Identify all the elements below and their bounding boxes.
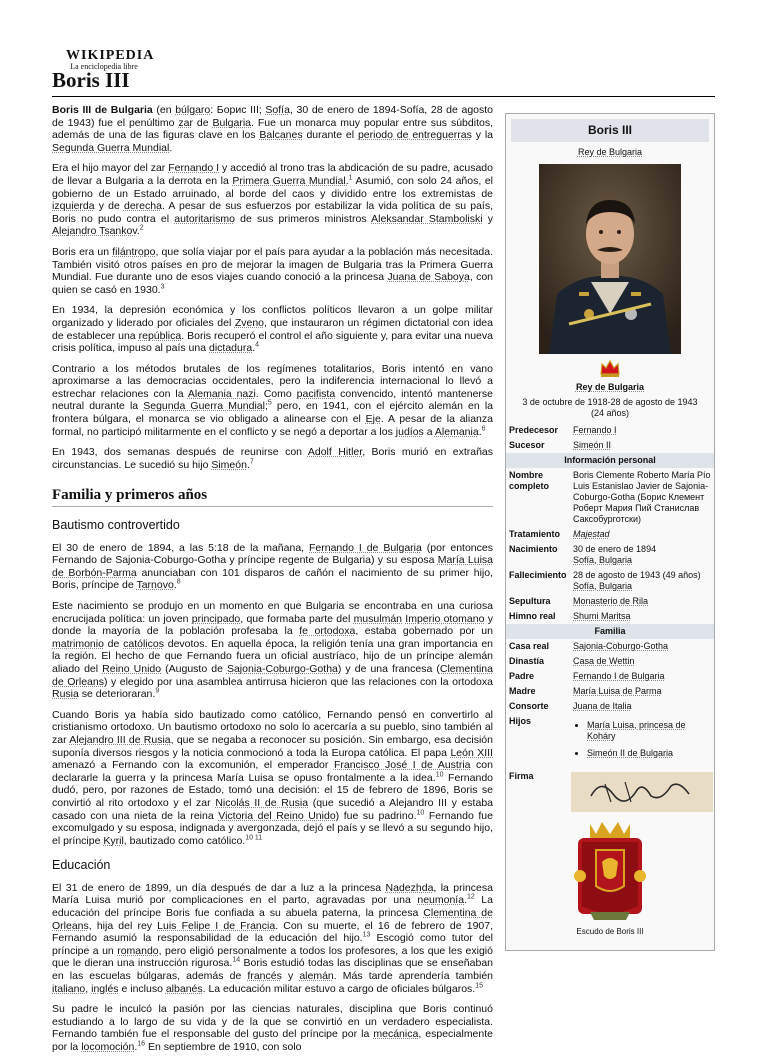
ref-2[interactable]: 2: [139, 224, 144, 232]
row-sucesor: Sucesor Simeón II: [509, 440, 612, 450]
link-sucesor[interactable]: Simeón II: [573, 440, 612, 450]
link-zveno[interactable]: Zveno: [234, 316, 265, 329]
intro-paragraph-2: Era el hijo mayor del zar Fernando I y accedió al trono tras la abdicación de su padre, acusado de llevar a Bulgaria a la derrota en la Primera Guerra Mundial.$^1$ Asumió, con solo 24 años, el gobierno de un Estado arruinado, al borde del caos y dividido entre los extremistas de izquierda y de derecha. A pesar de sus esfuerzos por estabilizar la vida política de su país, Boris no pudo contra el autoritarismo de sus primeros ministros Aleksandar Stamboliski y Alejandro Tsankov.$^2$: [52, 162, 494, 238]
link-maria-luisa[interactable]: María Luisa de Borbón-Parma: [52, 554, 494, 579]
link-consorte[interactable]: Juana de Italia: [573, 701, 632, 711]
link-sajonia[interactable]: Sajonia-Coburgo-Gotha: [226, 662, 338, 675]
link-alejandro-iii[interactable]: Alejandro III de Rusia: [69, 733, 171, 746]
link-rey-de-bulgaria[interactable]: Rey de Bulgaria: [575, 382, 645, 392]
link-fernando-i[interactable]: Fernando I: [168, 162, 220, 175]
band-familia: Familia: [506, 624, 714, 639]
link-sofia[interactable]: Sofía: [265, 104, 290, 116]
ref-16[interactable]: 16: [137, 1040, 146, 1048]
link-clementina-2[interactable]: Clementina de Orleans: [52, 907, 493, 932]
portrait-image[interactable]: [539, 164, 681, 354]
link-alemania[interactable]: Alemania: [434, 425, 479, 438]
page-title: Boris III: [52, 68, 130, 92]
link-albanes[interactable]: albanés: [165, 982, 203, 995]
link-simeon[interactable]: Simeón: [211, 458, 247, 471]
link-leon-xiii[interactable]: León XIII: [450, 746, 493, 759]
row-nombre: Nombre completo Boris Clemente Roberto María Pío Luis Estanislao Javier de Sajonia-Coburgo-Gotha (Борис Клемент Роберт Мария Пий Станислав Саксобурготски): [509, 470, 711, 524]
ref-4[interactable]: 4: [255, 341, 260, 349]
link-hitler[interactable]: Adolf Hitler: [307, 446, 363, 459]
link-juana-de-saboya[interactable]: Juana de Saboya: [387, 271, 470, 284]
row-hijos: Hijos • María Luisa, princesa de Koháry • Simeón II de Bulgaria: [506, 714, 714, 767]
educacion-paragraph-2: Su padre le inculcó la pasión por las ciencias naturales, disciplina que Boris continuó estudiando a lo largo de su vida y de la que se convirtió en un verdadero especialista. Fernando también fue el responsable del gusto del príncipe por la mecánica, especialmente por la locomoción.$^{16}$ En septiembre de 1910, con solo: [52, 1003, 493, 1053]
ref-3[interactable]: 3: [160, 283, 165, 291]
educacion-paragraph-1: El 31 de enero de 1899, un día después de dar a luz a la princesa Nadezhda, la princesa María Luisa murió por complicaciones en el parto, agravadas por una neumonía.$^{12}$ La educación del príncipe Boris fue confiada a su abuela paterna, la princesa Clementina de Orleans, hija del rey Luis Felipe I de Francia. Con su muerte, el 16 de febrero de 1907, Fernando asumió la responsabilidad de la educación del hijo.$^{13}$ Escogió como tutor del príncipe a un romando, pero eligió personalmente a todos los profesores, a los que les exigió que le dieran una instrucción rigurosa.$^{14}$ Boris estudió todas las disciplinas que se enseñaban en las escuelas búlgaras, además de francés y alemán. Más tarde aprendería también italiano, inglés e incluso albanés. La educación militar estuvo a cargo de oficiales búlgaros.$^{15}$: [52, 881, 494, 995]
intro-paragraph-1: Boris III de Bulgaria (en búlgaro: Борис III; Sofía, 30 de enero de 1894-Sofía, 28 de agosto de 1943) fue el penúltimo zar de Bulgaria. Fue un monarca muy popular entre sus súbditos, además de una de las figuras clave en los Balcanes durante el periodo de entreguerras y la Segunda Guerra Mundial.: [52, 104, 494, 154]
ref-12[interactable]: 12: [466, 893, 475, 901]
link-kyril[interactable]: Kyril: [103, 834, 124, 847]
link-rusia[interactable]: Rusia: [52, 688, 79, 701]
infobox-role: [506, 382, 714, 393]
link-madre[interactable]: María Luisa de Parma: [573, 686, 662, 696]
ref-7[interactable]: 7: [249, 458, 254, 466]
ref-10-11[interactable]: 10 11: [245, 834, 263, 842]
band-personal: Información personal: [506, 453, 714, 468]
infobox-caption: [506, 147, 714, 158]
infobox-table: [506, 423, 714, 767]
infobox: [505, 113, 715, 951]
link-segunda-guerra[interactable]: Segunda Guerra Mundial: [52, 141, 170, 154]
link-dictadura[interactable]: dictadura: [209, 342, 253, 355]
familia-paragraph-1: El 30 de enero de 1894, a las 5:18 de la mañana, Fernando I de Bulgaria (por entonces Fernando de Sajonia-Coburgo-Gotha y príncipe regente de Bulgaria) y su esposa María Luisa de Borbón-Parma anunciaban con 101 disparos de cañón el nacimiento de su primer hijo, Boris, príncipe de Tarnovo.$^8$: [52, 541, 494, 592]
row-casa: Casa real Sajonia-Coburgo-Gotha: [509, 641, 669, 651]
intro-paragraph-3: Boris era un filántropo, que solía viajar por el país para ayudar a la población más necesitada. También visitó otros países en pro de mejorar la imagen de Bulgaria tras la Primera Guerra Mundial. Fue durante uno de esos viajes cuando conoció a la princesa Juana de Saboya, con quien se casó en 1930.$^3$: [52, 245, 494, 296]
link-neumonia[interactable]: neumonía: [417, 894, 465, 907]
link-rey-caption[interactable]: Rey de Bulgaria: [577, 147, 643, 157]
link-casa-real[interactable]: Sajonia-Coburgo-Gotha: [573, 641, 669, 651]
link-judios[interactable]: judíos: [395, 425, 424, 438]
link-mecanica[interactable]: mecánica: [373, 1028, 419, 1041]
link-catolicos[interactable]: católicos: [123, 637, 164, 650]
link-fernando-i-bulgaria[interactable]: Fernando I de Bulgaria: [309, 541, 422, 554]
row-predecesor: Predecesor Fernando I: [509, 425, 617, 435]
ref-9[interactable]: 9: [155, 687, 160, 695]
link-bulgaro[interactable]: búlgaro: [175, 104, 211, 116]
link-himno[interactable]: Shumi Maritsa: [573, 611, 631, 621]
link-luis-felipe[interactable]: Luis Felipe I de Francia: [157, 919, 276, 932]
ref-14[interactable]: 14: [232, 956, 241, 964]
link-eje[interactable]: Eje: [365, 413, 381, 426]
link-entreguerras[interactable]: periodo de entreguerras: [357, 129, 472, 142]
link-stamboliski[interactable]: Aleksandar Stamboliski: [371, 212, 483, 225]
familia-paragraph-2: Este nacimiento se produjo en un momento en que Bulgaria se encontraba en una curiosa encrucijada política: un joven principado, que formaba parte del musulmán Imperio otomano y donde la mayoría de la población profesaba la fe ortodoxa, estaba gobernado por un matrimonio de católicos devotos. En aquella época, la religión tenía una gran importancia en la región. El hecho de que Fernando fuera un oficial austríaco, hijo de un príncipe alemán aliado del Reino Unido (Augusto de Sajonia-Coburgo-Gotha) y de una francesa (Clementina de Orleans) y elegido por una asamblea antirrusa hicieron que las relaciones con la ortodoxa Rusia se deterioraran.$^9$: [52, 600, 494, 701]
link-matrimonio[interactable]: matrimonio: [52, 637, 104, 650]
link-segunda-guerra-2[interactable]: Segunda Guerra Mundial: [143, 400, 265, 413]
link-nicolas-ii[interactable]: Nicolás II de Rusia: [215, 796, 309, 809]
infobox-reign: 3 de octubre de 1918-28 de agosto de 1943 (24 años): [522, 397, 698, 418]
link-frances[interactable]: francés: [247, 970, 282, 983]
signature-block: [506, 767, 714, 816]
title-divider: [52, 96, 715, 97]
link-francisco-jose[interactable]: Francisco José I de Austria: [333, 759, 471, 772]
link-tsankov[interactable]: Alejandro Tsankov: [52, 225, 137, 238]
link-hijo-2[interactable]: Simeón II de Bulgaria: [587, 748, 674, 758]
subsection-heading-educacion: Educación: [52, 858, 111, 873]
row-padre: Padre Fernando I de Bulgaria: [509, 671, 665, 681]
link-autoritarismo[interactable]: autoritarismo: [174, 212, 235, 225]
ref-1[interactable]: 1: [348, 174, 353, 182]
link-izquierda[interactable]: izquierda: [52, 200, 95, 213]
link-italiano[interactable]: italiano: [52, 982, 86, 995]
children-list: [573, 720, 711, 759]
infobox-title: Boris III: [511, 119, 709, 142]
familia-paragraph-3: Cuando Boris ya había sido bautizado como católico, Fernando pensó en convertirlo al cristianismo ortodoxo. Un bautismo ortodoxo no solo lo acercaría a su pueblo, sino también al zar Alejandro III de Rusia, que se negaba a reconocer su posición. Sin embargo, esa decisión suponía diversos riesgos y la noticia conmocionó a toda la Europa católica. El papa León XIII amenazó a Fernando con la excomunión, el emperador Francisco José I de Austria con declararle la guerra y la princesa María Luisa se opuso frontalmente a la idea.$^{10}$ Fernando dudó, pero, por razones de Estado, tomó una decisión: el 15 de febrero de 1896, Boris se convirtió al rito ortodoxo y el zar Nicolás II de Rusia (que sucedió a Alejandro III y estaba casado con una nieta de la reina Victoria del Reino Unido) fue su padrino.$^{10}$ Fernando fue excomulgado y su esposa, indignada y avergonzada, dejó el país y se llevó a su segundo hijo, el príncipe Kyril, bautizado como católico.$^{10 11}$: [52, 708, 493, 847]
ref-10[interactable]: 10: [435, 771, 444, 779]
link-hijo-1[interactable]: María Luisa, princesa de Koháry: [587, 720, 686, 741]
row-dinastia: Dinastía Casa de Wettin: [509, 656, 635, 666]
logo-tagline: La enciclopedia libre: [70, 62, 138, 71]
link-fe-ortodoxa[interactable]: fe ortodoxa: [299, 625, 356, 638]
section-heading-familia: Familia y primeros años: [52, 489, 493, 507]
link-fall-lugar[interactable]: Sofía, Bulgaria: [573, 581, 633, 591]
ref-15[interactable]: 15: [475, 982, 483, 990]
link-derecha[interactable]: derecha: [123, 200, 162, 213]
link-padre[interactable]: Fernando I de Bulgaria: [573, 671, 665, 681]
row-nacimiento: Nacimiento 30 de enero de 1894 Sofía, Bulgaria: [509, 544, 657, 565]
link-primera-guerra[interactable]: Primera Guerra Mundial.: [232, 174, 349, 187]
link-principado[interactable]: principado: [191, 612, 241, 625]
link-reino-unido[interactable]: Reino Unido: [102, 662, 162, 675]
link-musulman[interactable]: musulmán: [353, 612, 402, 625]
link-romando[interactable]: romando: [117, 944, 159, 957]
crown-icon: [506, 358, 714, 381]
link-tarnovo[interactable]: Tarnovo: [136, 579, 174, 592]
link-nadezhda[interactable]: Nadezhda: [385, 881, 434, 894]
link-ingles[interactable]: inglés: [91, 982, 119, 995]
link-rila[interactable]: Monasterio de Rila: [573, 596, 649, 606]
firma-label: Firma: [509, 771, 534, 781]
link-republica[interactable]: república: [138, 329, 182, 342]
link-predecesor[interactable]: Fernando I: [573, 425, 617, 435]
link-dinastia[interactable]: Casa de Wettin: [573, 656, 635, 666]
ref-6[interactable]: 6: [481, 425, 486, 433]
link-bulgaria[interactable]: Bulgaria: [212, 116, 252, 129]
row-tratamiento: Tratamiento Majestad: [509, 529, 610, 539]
link-balcanes[interactable]: Balcanes: [259, 129, 303, 142]
list-item: [587, 720, 711, 742]
signature-image[interactable]: [571, 772, 713, 812]
subsection-heading-bautismo: Bautismo controvertido: [52, 518, 180, 533]
list-item: [587, 748, 711, 759]
logo-wordmark: WIKIPEDIA: [66, 48, 155, 63]
ref-13[interactable]: 13: [362, 931, 371, 939]
link-victoria[interactable]: Victoria del Reino Unido: [218, 809, 336, 822]
article-body: [52, 104, 493, 1062]
row-fallecimiento: Fallecimiento 28 de agosto de 1943 (49 años) Sofía, Bulgaria: [509, 570, 701, 591]
arms-caption: Escudo de Boris III: [576, 927, 644, 936]
link-pacifista[interactable]: pacifista: [296, 387, 336, 400]
ref-5[interactable]: 5: [267, 399, 272, 407]
row-himno: Himno real Shumi Maritsa: [509, 611, 631, 621]
row-sepultura: Sepultura Monasterio de Rila: [509, 596, 649, 606]
link-alemania-nazi[interactable]: Alemania nazi: [187, 387, 256, 400]
row-madre: Madre María Luisa de Parma: [509, 686, 662, 696]
link-nac-lugar[interactable]: Sofía, Bulgaria: [573, 555, 633, 565]
link-zar[interactable]: zar: [178, 116, 193, 129]
ref-8[interactable]: 8: [176, 578, 181, 586]
link-imperio-otomano[interactable]: Imperio otomano: [405, 612, 485, 625]
intro-paragraph-6: En 1943, dos semanas después de reunirse con Adolf Hitler, Boris murió en extrañas circunstancias. Le sucedió su hijo Simeón.$^7$: [52, 446, 494, 471]
coat-of-arms-image[interactable]: [572, 816, 648, 924]
ref-10b[interactable]: 10: [416, 809, 425, 816]
link-majestad[interactable]: Majestad: [573, 529, 610, 539]
intro-paragraph-4: En 1934, la depresión económica y los conflictos políticos llevaron a un golpe militar organizado y liderado por oficiales del Zveno, que instauraron un régimen dictatorial con idea de establecer una república. Boris recuperó el control el año siguiente y, para evitar una nueva crisis política, impuso al país una dictadura.$^4$: [52, 304, 493, 355]
link-clementina[interactable]: Clementina de Orleans: [52, 662, 493, 688]
row-consorte: Consorte Juana de Italia: [509, 701, 632, 711]
link-locomocion[interactable]: locomoción: [81, 1041, 135, 1053]
link-aleman[interactable]: alemán: [299, 970, 334, 983]
intro-paragraph-5: Contrario a los métodos brutales de los regímenes totalitarios, Boris intentó en vano aproximarse a las democracias occidentales, pero la indiferencia internacional lo llevó a estrechar relaciones con la Alemania nazi. Como pacifista convencido, intentó mantenerse neutral durante la Segunda Guerra Mundial;$^5$ pero, en 1941, con el ejército alemán en la frontera búlgara, el monarca se vio obligado a alinearse con el Eje. A pesar de la alianza formal, no participó militarmente en el conflicto y se negó a deportar a los judíos a Alemania.$^6$: [52, 362, 493, 438]
link-filantropo[interactable]: filántropo: [112, 245, 156, 258]
